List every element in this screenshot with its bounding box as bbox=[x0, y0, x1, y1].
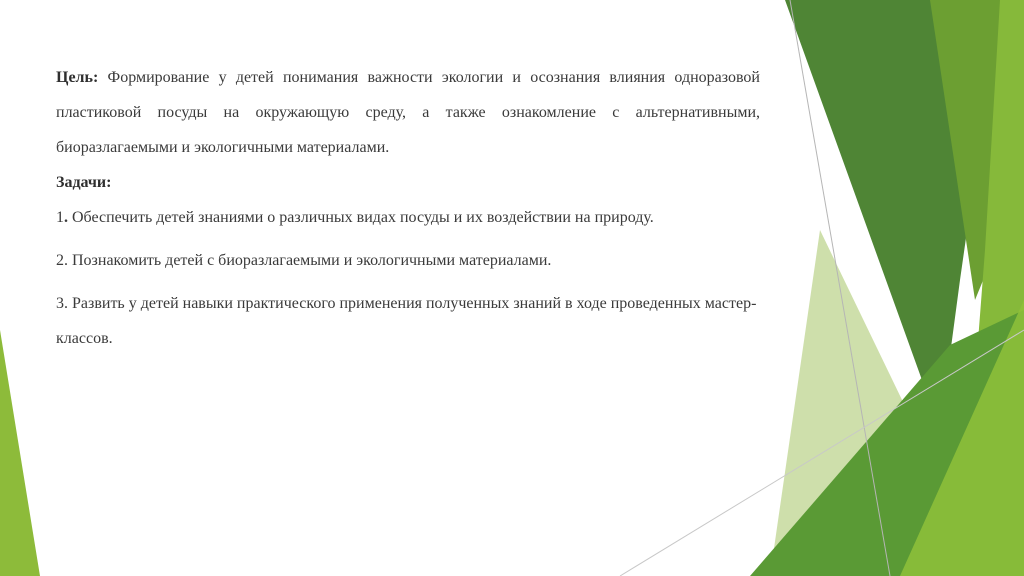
task-text: Познакомить детей с биоразлагаемыми и экологичными материалами. bbox=[68, 252, 552, 269]
goal-label: Цель: bbox=[56, 69, 99, 86]
task-number: 3. bbox=[56, 295, 68, 312]
task-number-suffix: . bbox=[64, 209, 68, 226]
task-item-1 bbox=[56, 200, 760, 235]
task-number: 2. bbox=[56, 252, 68, 269]
task-text: Развить у детей навыки практического применения полученных знаний в ходе проведенных мастер-классов. bbox=[56, 295, 757, 347]
task-item-2 bbox=[56, 243, 760, 278]
text-content bbox=[56, 60, 760, 356]
tasks-heading bbox=[56, 165, 760, 200]
goal-paragraph bbox=[56, 60, 760, 165]
task-number: 1 bbox=[56, 209, 64, 226]
goal-text: Формирование у детей понимания важности экологии и осознания влияния одноразовой пластиковой посуды на окружающую среду, а также ознакомление с альтернативными, биоразлагаемыми и экологичными материалами. bbox=[56, 69, 760, 156]
task-item-3 bbox=[56, 286, 760, 356]
task-text: Обеспечить детей знаниями о различных видах посуды и их воздействии на природу. bbox=[68, 209, 654, 226]
tasks-label: Задачи: bbox=[56, 174, 112, 191]
left-green-triangle bbox=[0, 330, 40, 576]
